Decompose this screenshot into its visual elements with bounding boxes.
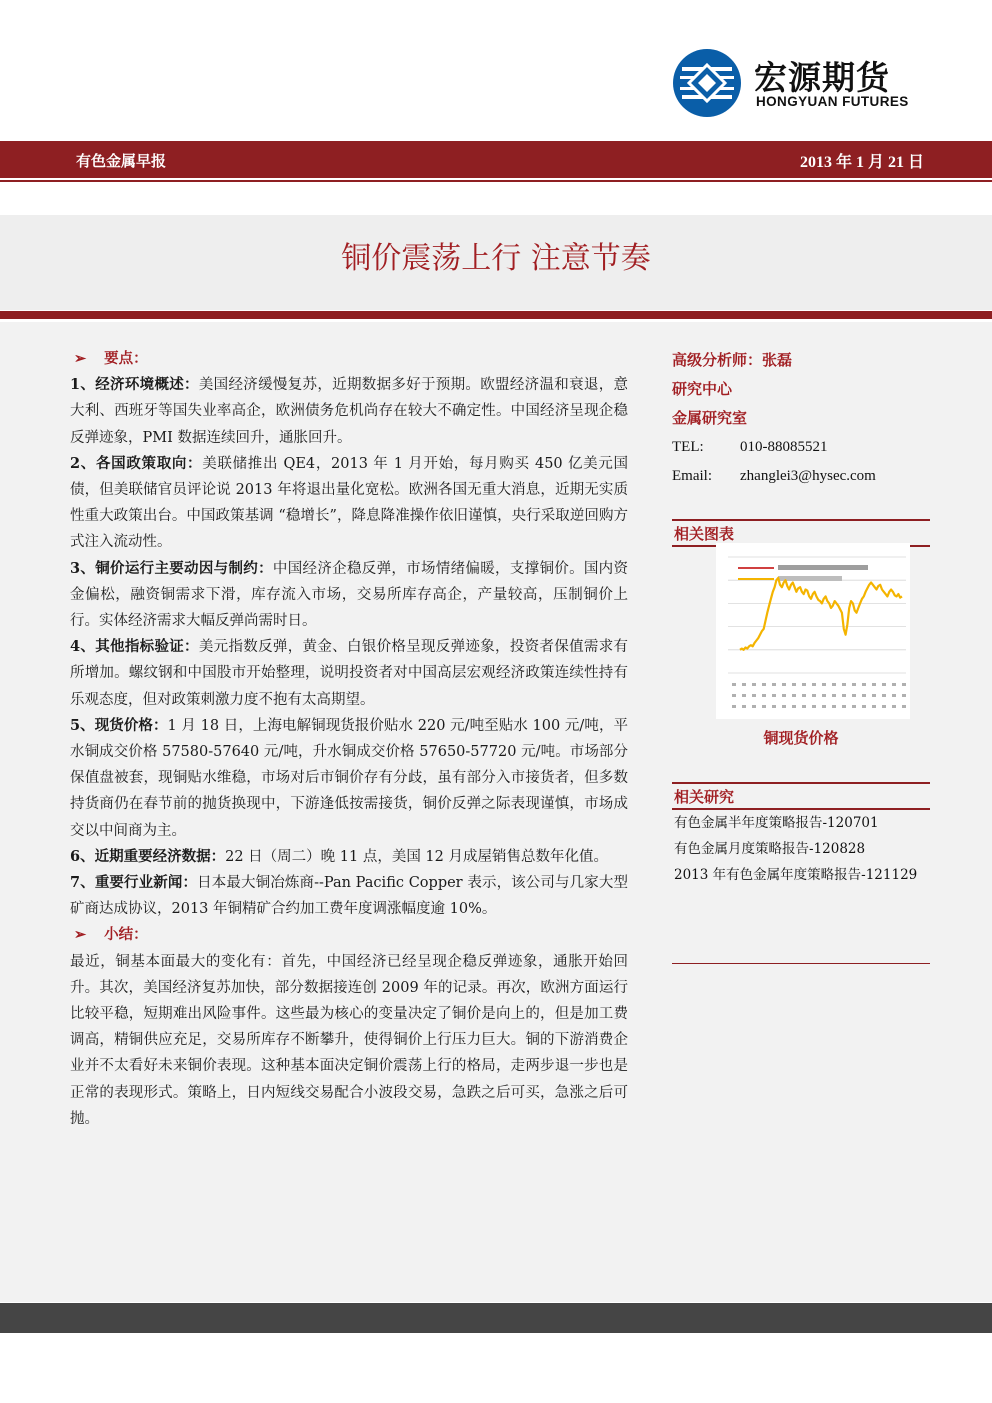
x-tick-label bbox=[732, 705, 736, 708]
x-tick-label bbox=[892, 694, 896, 697]
x-tick-label bbox=[882, 694, 886, 697]
point-5: 5、现货价格：1 月 18 日，上海电解铜现货报价贴水 220 元/吨至贴水 100 元/吨，平水铜成交价格 57580-57640 元/吨，升水铜成交价格 57650-57720 元/吨。市场部分保值盘被套，现铜贴水维稳，市场对后市铜价存有分歧，虽有部分入市接货者，但多数持货商仍在春节前的抛货换现中，下游逢低按需接货，铜价反弹之际表现谨慎，市场成交以中间商为主。 bbox=[70, 716, 629, 839]
x-tick-label bbox=[892, 705, 896, 708]
x-tick-label bbox=[852, 694, 856, 697]
x-tick-label bbox=[762, 694, 766, 697]
related-research-heading: 相关研究 bbox=[672, 782, 930, 810]
point-3: 3、铜价运行主要动因与制约：中国经济企稳反弹，市场情绪偏暖，支撑铜价。国内资金偏松，融资铜需求下滑，库存流入市场，交易所库存高企，产量较高，压制铜价上行。实体经济需求大幅反弹尚需时日。 bbox=[70, 559, 628, 630]
x-tick-label bbox=[812, 705, 816, 708]
x-tick-label bbox=[902, 683, 906, 686]
x-tick-label bbox=[752, 683, 756, 686]
x-tick-label bbox=[872, 683, 876, 686]
tel-line: TEL: 010-88085521 bbox=[672, 439, 828, 455]
x-tick-label bbox=[812, 683, 816, 686]
title-rule bbox=[0, 311, 992, 319]
x-tick-label bbox=[832, 694, 836, 697]
x-tick-label bbox=[822, 694, 826, 697]
x-tick-label bbox=[862, 705, 866, 708]
x-tick-label bbox=[762, 705, 766, 708]
x-tick-label bbox=[842, 694, 846, 697]
summary-text: 最近，铜基本面最大的变化有：首先，中国经济已经呈现企稳反弹迹象，通胀开始回升。其次，美国经济复苏加快，部分数据接连创 2009 年的记录。再次，欧洲方面运行比较平稳，短期难出风险事件。这些最为核心的变量决定了铜价是向上的，但是加工费调高，精铜供应充足，交易所库存不断攀升，使得铜价上行压力巨大。铜的下游消费企业并不太看好未来铜价表现。这种基本面决定铜价震荡上行的格局，走两步退一步也是正常的表现形式。策略上，日内短线交易配合小波段交易，急跌之后可买，急涨之后可抛。 bbox=[70, 953, 628, 1127]
x-tick-label bbox=[792, 694, 796, 697]
x-tick-label bbox=[812, 694, 816, 697]
x-tick-label bbox=[902, 705, 906, 708]
x-tick-label bbox=[862, 683, 866, 686]
x-tick-label bbox=[732, 683, 736, 686]
x-tick-label bbox=[782, 694, 786, 697]
x-tick-label bbox=[742, 694, 746, 697]
x-tick-label bbox=[752, 694, 756, 697]
x-tick-label bbox=[902, 694, 906, 697]
x-tick-label bbox=[772, 683, 776, 686]
x-tick-label bbox=[882, 705, 886, 708]
x-tick-label bbox=[822, 705, 826, 708]
legend-text-blur-2 bbox=[778, 576, 842, 581]
logo-chinese-name: 宏源期货 bbox=[754, 58, 890, 97]
highlights-heading: ➢ 要点： bbox=[70, 346, 628, 372]
x-tick-label bbox=[882, 683, 886, 686]
email-address[interactable]: zhanglei3@hysec.com bbox=[740, 468, 876, 484]
x-tick-label bbox=[772, 705, 776, 708]
x-tick-label bbox=[872, 694, 876, 697]
report-link[interactable]: 有色金属月度策略报告-120828 bbox=[674, 841, 866, 857]
x-tick-label bbox=[782, 683, 786, 686]
report-link[interactable]: 有色金属半年度策略报告-120701 bbox=[674, 815, 879, 831]
x-tick-label bbox=[832, 683, 836, 686]
x-tick-label bbox=[832, 705, 836, 708]
company-logo bbox=[672, 48, 922, 120]
header-band bbox=[0, 141, 992, 178]
x-tick-label bbox=[802, 694, 806, 697]
x-tick-label bbox=[782, 705, 786, 708]
related-charts-heading: 相关图表 bbox=[672, 519, 930, 547]
x-tick-label bbox=[792, 705, 796, 708]
arrow-bullet-icon: ➢ bbox=[74, 926, 87, 944]
report-type: 有色金属早报 bbox=[76, 152, 167, 170]
x-tick-label bbox=[762, 683, 766, 686]
x-tick-label bbox=[742, 683, 746, 686]
sidebar bbox=[672, 346, 932, 883]
title-area bbox=[0, 215, 992, 310]
main-column bbox=[70, 346, 628, 1132]
chart-caption: 铜现货价格 bbox=[763, 729, 839, 747]
point-2: 2、各国政策取向：美联储推出 QE4，2013 年 1 月开始，每月购买 450 亿美元国债，但美联储官员评论说 2013 年将退出量化宽松。欧洲各国无重大消息，近期无实质性重大政策出台。中国政策基调 “稳增长”，降息降准操作依旧谨慎，央行采取逆回购方式注入流动性。 bbox=[70, 454, 628, 551]
x-tick-label bbox=[802, 705, 806, 708]
x-tick-label bbox=[862, 694, 866, 697]
x-tick-label bbox=[872, 705, 876, 708]
hongyuan-logo-icon bbox=[672, 48, 742, 118]
email-line: Email: zhanglei3@hysec.com bbox=[672, 468, 876, 484]
footer-bar bbox=[0, 1303, 992, 1333]
report-date: 2013 年 1 月 21 日 bbox=[799, 154, 924, 171]
logo-english-name: HONGYUAN FUTURES bbox=[756, 94, 909, 109]
point-1: 1、经济环境概述：美国经济缓慢复苏，近期数据多好于预期。欧盟经济温和衰退，意大利、西班牙等国失业率高企，欧洲债务危机尚存在较大不确定性。中国经济呈现企稳反弹迹象，PMI 数据连续回升，通胀回升。 bbox=[70, 376, 629, 446]
x-tick-label bbox=[772, 694, 776, 697]
x-tick-label bbox=[802, 683, 806, 686]
research-center: 研究中心 bbox=[672, 380, 733, 398]
x-tick-label bbox=[852, 705, 856, 708]
arrow-bullet-icon: ➢ bbox=[74, 350, 87, 367]
page-title: 铜价震荡上行 注意节奏 bbox=[341, 241, 651, 276]
analyst-name: 高级分析师：张磊 bbox=[672, 351, 793, 369]
tel-number: 010-88085521 bbox=[740, 439, 828, 455]
x-tick-label bbox=[822, 683, 826, 686]
x-tick-label bbox=[892, 683, 896, 686]
x-tick-label bbox=[852, 683, 856, 686]
header-rule bbox=[0, 180, 992, 182]
legend-text-blur-1 bbox=[778, 565, 868, 570]
reports-rule bbox=[672, 963, 930, 964]
related-reports bbox=[674, 810, 917, 888]
point-7: 7、重要行业新闻：日本最大铜冶炼商--Pan Pacific Copper 表示，该公司与几家大型矿商达成协议，2013 年铜精矿合约加工费年度调涨幅度逾 10%。 bbox=[70, 874, 628, 918]
x-tick-label bbox=[842, 705, 846, 708]
summary-heading: ➢ 小结： bbox=[70, 922, 628, 948]
x-tick-label bbox=[792, 683, 796, 686]
report-link[interactable]: 2013 年有色金属年度策略报告-121129 bbox=[674, 867, 918, 883]
copper-spot-price-chart bbox=[716, 543, 910, 719]
point-4: 4、其他指标验证：美元指数反弹，黄金、白银价格呈现反弹迹象，投资者保值需求有所增加。螺纹钢和中国股市开始整理，说明投资者对中国高层宏观经济政策连续性持有乐观态度，但对政策刺激力度不抱有太高期望。 bbox=[70, 638, 629, 708]
x-tick-label bbox=[732, 694, 736, 697]
metals-office: 金属研究室 bbox=[672, 409, 748, 427]
point-6: 6、近期重要经济数据：22 日（周二）晚 11 点，美国 12 月成屋销售总数年化值。 bbox=[70, 847, 608, 865]
x-tick-label bbox=[742, 705, 746, 708]
x-tick-label bbox=[842, 683, 846, 686]
x-tick-label bbox=[752, 705, 756, 708]
